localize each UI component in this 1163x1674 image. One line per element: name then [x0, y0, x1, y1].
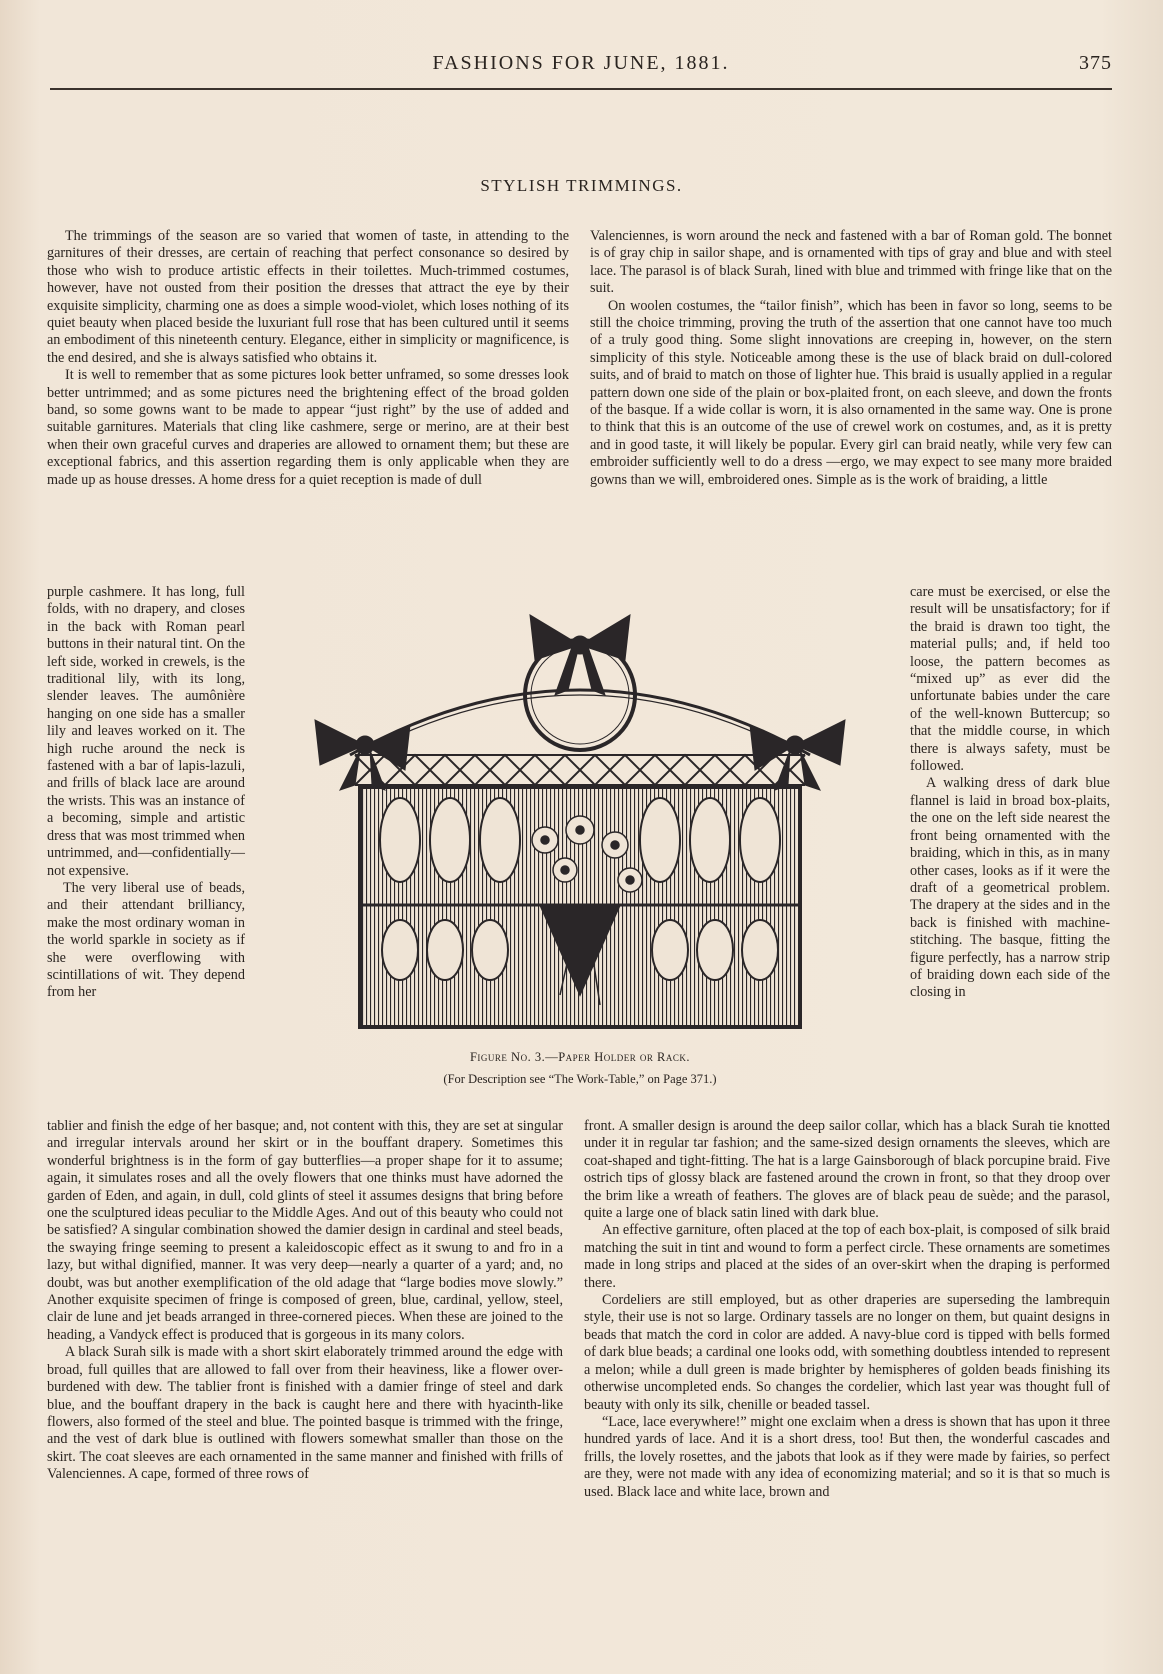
- paragraph: The trimmings of the season are so varied that women of taste, in attending to the garnitures of their dresses, are certain of reaching that perfect consonance so desired by those who wish to produce artistic effects in their toilettes. Much-trimmed costumes, however, have not ousted from their position the dresses that attract the eye by their exquisite simplicity, charming one as does a simple wood-violet, which loses nothing of its quiet beauty when placed beside the luxuriant full rose that has been cultured until it seems an embodiment of this nineteenth century. Elegance, either in simplicity or magnificence, is the end desired, and she is always satisfied who obtains it.: [47, 228, 569, 366]
- figure-caption: [310, 1046, 850, 1090]
- lattice-band: [355, 755, 805, 785]
- paragraph: A walking dress of dark blue flannel is laid in broad box-plaits, the one on the left side nearest the front being ornamented with the braiding, which in this, as in many other cases, looks as if it were the draft of a geometrical problem. The drapery at the sides and in the back is finished with machine-stitching. The basque, fitting the figure perfectly, has a narrow strip of braiding down each side of the closing in: [910, 775, 1110, 1001]
- paragraph: Cordeliers are still employed, but as other draperies are superseding the lambrequin style, their use is not so large. Ordinary tassels are no longer on them, but quaint designs in beads that match the cord in color are added. A navy-blue cord is tipped with bells formed of dark blue beads; a cardinal one looks odd, with something doubtless intended to represent a melon; while a dull green is made brighter by hemispheres of golden beads finishing its otherwise uncompleted ends. So changes the cordelier, which last year was thought full of beauty with only its silk, chenille or beaded tassel.: [584, 1292, 1110, 1413]
- paragraph: The very liberal use of beads, and their attendant brilliancy, make the most ordinary woman in the world sparkle in society as if she were overflowing with scintillations of wit. They depend from her: [47, 879, 245, 1001]
- left-column-bottom: [47, 1118, 563, 1484]
- caption-reference: (For Description see “The Work-Table,” on Page 371.): [443, 1072, 717, 1086]
- handle-arch: [350, 690, 810, 755]
- paragraph: It is well to remember that as some pictures look better unframed, so some dresses look better untrimmed; and as some pictures need the brightening effect of the broad golden band, so some gowns want to be made to appear “just right” by the use of added and suitable garnitures. Materials that cling like cashmere, serge or merino, are at their best when their own graceful curves and draperies are allowed to ornament them; but these are exceptional fabrics, and this assertion regarding them is only applicable when they are made up as house dresses. A home dress for a quiet reception is made of dull: [47, 367, 569, 488]
- bow-top: [530, 615, 630, 695]
- paragraph: front. A smaller design is around the deep sailor collar, which has a black Surah tie knotted under it in regular tar fashion; and the same-sized design ornaments the sleeves, which are coat-shaped and tight-fitting. The hat is a large Gainsborough of black porcupine braid. Five ostrich tips of glossy black are fastened around the crown in front, so that they droop over the brim like a wreath of feathers. The gloves are of black peau de suède; and the parasol, quite a large one of black satin lined with dark blue.: [584, 1118, 1110, 1222]
- paragraph: Valenciennes, is worn around the neck and fastened with a bar of Roman gold. The bonnet is of gray chip in sailor shape, and is ornamented with tips of gray and blue and with steel lace. The parasol is of black Surah, lined with blue and trimmed with fringe like that on the suit.: [590, 228, 1112, 297]
- right-column-top: [590, 228, 1112, 489]
- paragraph: tablier and finish the edge of her basque; and, not content with this, they are set at singular and irregular intervals around her skirt or in the bouffant drapery. Sometimes this wonderful brightness is in the form of gay butterflies—a proper shape for it to assume; again, it simulates roses and all the ovely flowers that one thinks must have adorned the garden of Eden, and again, in dull, cold glints of steel it assumes designs that bring before one the sculptured ideas peculiar to the Middle Ages. And out of this beauty who could not be satisfied? A singular combination showed the damier design in cardinal and steel beads, the swaying fringe seeming to present a kaleidoscopic effect as it swung to and fro in a lazy, but withal dignified, manner. It was very deep—nearly a quarter of a yard; and, no doubt, was but another exemplification of the old adage that “large bodies move slowly.” Another exquisite specimen of fringe is composed of green, blue, cardinal, yellow, steel, clair de lune and jet beads arranged in three-cornered pieces. When these are joined to the heading, a Vandyck effect is produced that is gorgeous in its many colors.: [47, 1118, 563, 1343]
- left-column-wrap: [47, 584, 245, 1002]
- paragraph: A black Surah silk is made with a short skirt elaborately trimmed around the edge with broad, full quilles that are allowed to fall over from their heaviness, like a flower over-burdened with dew. The tablier front is finished with a damier fringe of steel and dark blue, and the bouffant drapery in the back is caught here and there with hyacinth-like flowers, also formed of the steel and blue. The pointed basque is trimmed with the fringe, and the vest of dark blue is outlined with flowers somewhat smaller than those on the skirt. The coat sleeves are each ornamented in the same manner and finished with frills of Valenciennes. A cape, formed of three rows of: [47, 1344, 563, 1483]
- paragraph: An effective garniture, often placed at the top of each box-plait, is composed of silk braid matching the suit in tint and wound to form a perfect circle. These ornaments are sometimes made in long strips and placed at the sides of an over-skirt when the draping is performed there.: [584, 1222, 1110, 1291]
- right-column-wrap: [910, 584, 1110, 1002]
- paragraph: purple cashmere. It has long, full folds, with no drapery, and closes in the back with Roman pearl buttons in their natural tint. On the left side, worked in crewels, is the traditional lily, with its long, slender leaves. The aumônière hanging on one side has a smaller lily and leaves worked on it. The high ruche around the neck is fastened with a bar of lapis-lazuli, and frills of black lace are around the wrists. This was an instance of a becoming, simple and artistic dress that was most trimmed when untrimmed, and—confidentially—not expensive.: [47, 584, 245, 879]
- article-title: STYLISH TRIMMINGS.: [480, 176, 683, 195]
- paper-holder-illustration: [310, 605, 850, 1035]
- paragraph: care must be exercised, or else the result will be unsatisfactory; for if the braid is drawn too tight, the material pulls; and, if held too loose, the pattern becomes as “mixed up” as ever did the unfortunate babies under the care of the well-known Buttercup; so that the middle course, in which there is always safety, must be followed.: [910, 584, 1110, 775]
- caption-title: Figure No. 3.—Paper Holder or Rack.: [469, 1050, 691, 1064]
- paragraph: “Lace, lace everywhere!” might one exclaim when a dress is shown that has upon it three hundred yards of lace. And it is a short dress, too! But then, the wonderful cascades and frills, the lovely rosettes, and the jabots that look as if they were made by fairies, so perfect are they, were not made with any idea of economizing material; and so it is that so much is used. Black lace and white lace, brown and: [584, 1413, 1110, 1500]
- page-header: [50, 52, 1112, 82]
- left-column-top: [47, 228, 569, 489]
- paragraph: On woolen costumes, the “tailor finish”, which has been in favor so long, seems to be still the choice trimming, proving the truth of the assertion that one cannot have too much of a truly good thing. Some slight innovations are creeping in, however, on the stern simplicity of this style. Noticeable among these is the use of black braid on dull-colored suits, and of braid to match on those of lighter hue. This braid is usually applied in a regular pattern down one side of the plain or box-plaited front, on each sleeve, and down the fronts of the basque. If a wide collar is worn, it is also ornamented in the same way. One is prone to think that this is an outcome of the use of crewel work on costumes, and, as it is pretty and in good taste, it will likely be popular. Every girl can braid neatly, while very few can embroider sufficiently well to do a dress —ergo, we may expect to see many more braided gowns than we will, embroidered ones. Simple as is the work of braiding, a little: [590, 297, 1112, 488]
- running-title: FASHIONS FOR JUNE, 1881.: [432, 52, 730, 74]
- page-number: 375: [1079, 52, 1112, 74]
- right-column-bottom: [584, 1118, 1110, 1501]
- header-rule: [50, 88, 1112, 90]
